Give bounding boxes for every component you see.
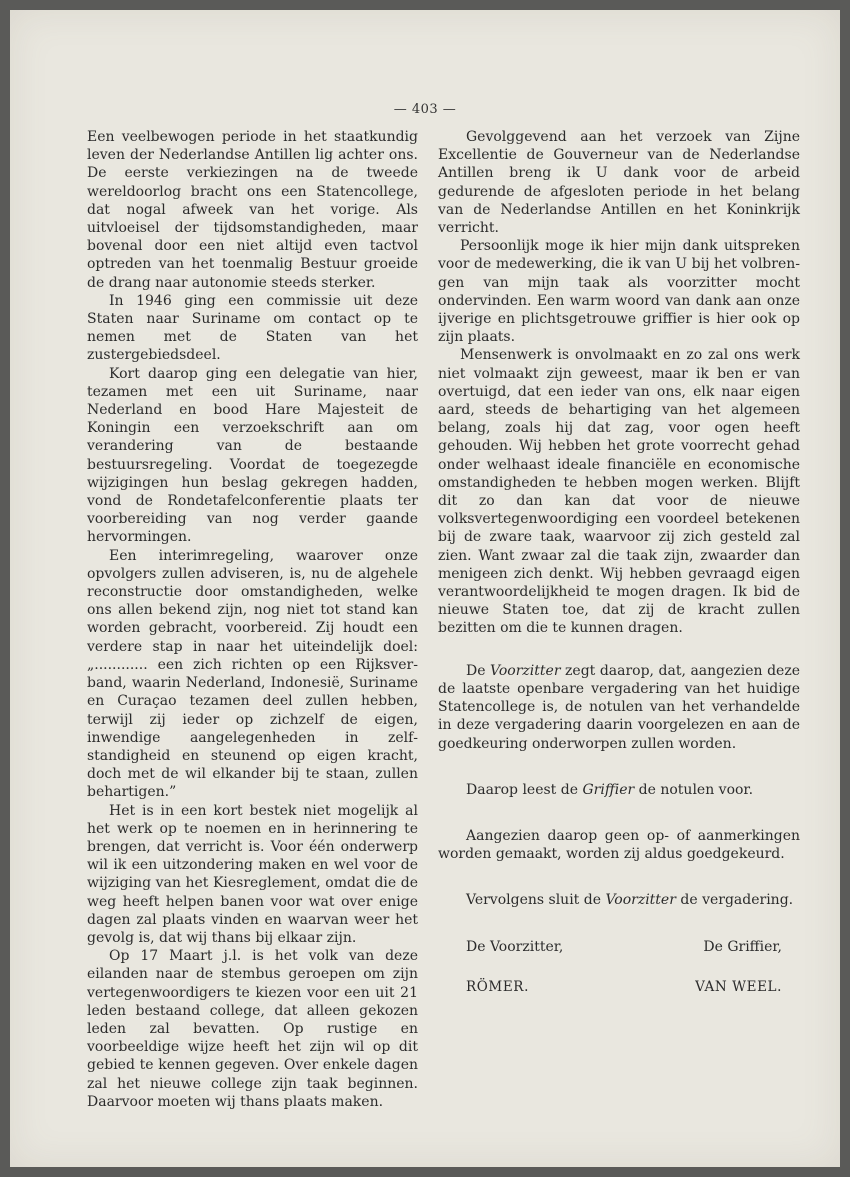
griffier-italic: Griffier: [582, 781, 635, 798]
griffier-paragraph: [438, 781, 800, 799]
signature-names: [438, 978, 800, 996]
griffier-prefix: Daarop leest de: [466, 781, 583, 798]
paragraph: Mensenwerk is onvolmaakt en zo zal ons werk niet volmaakt zijn geweest, maar ik ben er van overtuigd, dat een ieder van ons, elk naar eigen aard, steeds de behartiging van het algemeen belang, zoals hij dat zag, voor ogen heeft gehouden. Wij hebben het grote voorrecht gehad onder welhaast ideale financiële en economische omstandigheden te hebben mogen werken. Blijft dit zo dan kan dat voor de nieuwe volksvertegenwoordiging een voordeel betekenen bij de zware taak, waarvoor zij zich gesteld zal zien. Want zwaar zal die taak zijn, zwaarder dan menigeen zich denkt. Wij hebben gevraagd eigen verantwoordelijkheid te mogen dragen. Ik bid de nieuwe Staten toe, dat zij de kracht zullen bezitten om die te kunnen dragen.: [438, 347, 800, 637]
voorzitter-title: De Voorzitter,: [466, 938, 564, 955]
paragraph: Een interimregeling, waarover onze opvolgers zullen adviseren, is, nu de algehele reconstructie door omstandigheden, welke ons allen bekend zijn, nog niet tot stand kan worden gebracht, voorbereid. Zij houdt een verdere stap in naar het uiteindelijk doel: „............ een zich richten op een Rijksverband, waarin Nederland, Indonesië, Suriname en Curaçao tezamen deel zullen hebben, terwijl zij ieder op zichzelf de eigen, inwendige aangelegenheden in zelfstandigheid en steunend op eigen kracht, doch met de wil elkander bij te staan, zullen behartigen.”: [87, 547, 418, 801]
page-number: — 403 —: [393, 102, 457, 117]
closing-rest: de vergadering.: [675, 892, 794, 909]
griffier-rest: de notulen voor.: [634, 781, 754, 798]
voorzitter-prefix: De: [466, 662, 491, 679]
closing-italic: Voorzitter: [605, 892, 676, 909]
paragraph: Het is in een kort bestek niet mogelijk al het werk op te noemen en in herinnering te brengen, dat verricht is. Voor één onderwerp wil ik een uitzondering maken en wel voor de wijziging van het Kiesreglement, omdat die de weg heeft helpen banen voor wat over enige dagen zal plaats vinden en waarvan weer het gevolg is, dat wij thans bij elkaar zijn.: [87, 802, 418, 946]
paragraph: In 1946 ging een commissie uit deze Staten naar Suriname om contact op te nemen met de Staten van het zustergebiedsdeel.: [87, 292, 418, 364]
signature-titles: [438, 938, 800, 956]
voorzitter-name: RÖMER.: [466, 978, 529, 995]
right-column: [438, 128, 800, 996]
paragraph: Op 17 Maart j.l. is het volk van deze eilanden naar de stembus geroepen om zijn vertegenwoordigers te kiezen voor een uit 21 leden bestaand college, dat alleen gekozen leden zal bevatten. Op rustige en voorbeeldige wijze heeft het zijn wil op dit gebied te kennen gegeven. Over enkele dagen zal het nieuwe college zijn taak beginnen. Daarvoor moeten wij thans plaats maken.: [87, 948, 418, 1110]
document-page: [10, 10, 840, 1167]
paragraph: Een veelbewogen periode in het staatkundig leven der Nederlandse Antillen lig achter ons. De eerste verkiezingen na de tweede wereldoorlog bracht ons een Statencollege, dat nogal afweek van het vorige. Als uitvloeisel der tijdsomstandigheden, maar bovenal door een niet altijd even tactvol optreden van het toenmalig Bestuur groeide de drang naar autonomie steeds sterker.: [87, 129, 418, 291]
voorzitter-italic: Voorzitter: [490, 662, 561, 679]
voorzitter-paragraph: [438, 662, 800, 753]
voorzitter-rest: zegt daarop, dat, aangezien deze de laatste openbare vergadering van het huidige Statencollege is, de notulen van het verhandelde in deze vergadering daarin voorgelezen en aan de goedkeuring onderworpen zullen worden.: [438, 662, 800, 752]
left-column: [87, 128, 418, 1111]
closing-paragraph: [438, 891, 800, 909]
griffier-name: VAN WEEL.: [695, 978, 782, 995]
griffier-title: De Griffier,: [703, 938, 782, 955]
paragraph: Gevolggevend aan het verzoek van Zijne Excellentie de Gouverneur van de Nederlandse Antillen breng ik U dank voor de arbeid gedurende de afgesloten periode in het belang van de Nederlandse Antillen en het Koninkrijk verricht.: [438, 129, 800, 237]
paragraph: Kort daarop ging een delegatie van hier, tezamen met een uit Suriname, naar Nederland en bood Hare Majesteit de Koningin een verzoekschrift aan om verandering van de bestaande bestuursregeling. Voordat de toegezegde wijzigingen hun beslag gekregen hadden, vond de Rondetafelconferentie plaats ter voorbereiding van nog verder gaande hervormingen.: [87, 365, 418, 546]
paragraph: Persoonlijk moge ik hier mijn dank uitspreken voor de medewerking, die ik van U bij het volbrengen van mijn taak als voorzitter mocht ondervinden. Een warm woord van dank aan onze ijverige en plichtsgetrouwe griffier is hier ook op zijn plaats.: [438, 238, 800, 346]
approval-paragraph: Aangezien daarop geen op- of aanmerkingen worden gemaakt, worden zij aldus goedgekeurd.: [438, 827, 800, 863]
closing-prefix: Vervolgens sluit de: [466, 892, 606, 909]
